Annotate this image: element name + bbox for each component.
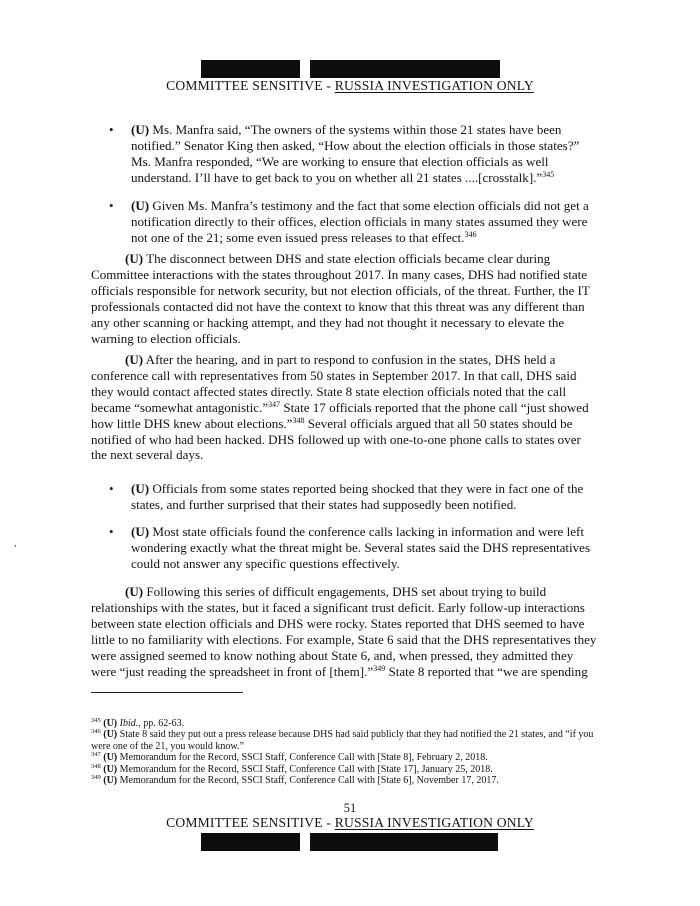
paragraph-text: Following this series of difficult engagements, DHS set about trying to build relationships with the states, but it faced a significant trust deficit. Early follow-up interactions between state election officials and DHS were rocky. States reported that DHS seemed to have little to no familiarity with elections. For example, State 6 said that the DHS representatives they were assigned seemed to know nothing about State 6, and, when pressed, they admitted they were “just reading the spreadsheet in front of [them].” <box>91 584 597 679</box>
footnote-346 <box>91 729 606 752</box>
footnote-number: 347 <box>91 751 101 759</box>
footnote-ref: 348 <box>292 415 305 425</box>
body-paragraph-3 <box>91 584 599 679</box>
bullet-item-4 <box>109 524 599 572</box>
bullet-glyph: • <box>109 524 114 539</box>
classification-label: (U) <box>131 122 150 137</box>
bullet-glyph: • <box>109 481 114 496</box>
bullet-glyph: • <box>109 122 114 137</box>
bullet-text: Most state officials found the conference calls lacking in information and were left wondering exactly what the threat might be. Several states said the DHS representatives could not answer any specific questions effectively. <box>131 524 591 571</box>
footnote-347 <box>91 752 606 763</box>
header-banner-plain: COMMITTEE SENSITIVE - <box>166 78 335 93</box>
classification-label: (U) <box>103 729 118 741</box>
footnote-ref: 346 <box>464 229 477 239</box>
classification-label: (U) <box>131 198 150 213</box>
footer-banner-plain: COMMITTEE SENSITIVE - <box>166 815 335 830</box>
paragraph-text: The disconnect between DHS and state election officials became clear during Committee interactions with the states throughout 2017. In many cases, DHS had notified state officials responsible for network security, but not election officials, of the threat. Further, the IT professionals contacted did not have the context to know that this threat was any different than any other scanning or hacking attempt, and they had not thought it necessary to elevate the warning to election officials. <box>91 251 590 346</box>
bullet-item-3 <box>109 481 599 513</box>
classification-label: (U) <box>103 718 118 729</box>
footnote-ref: 345 <box>542 169 555 179</box>
footnote-number: 345 <box>91 717 101 724</box>
classification-label: (U) <box>125 584 144 599</box>
header-banner-underlined: RUSSIA INVESTIGATION ONLY <box>334 78 534 93</box>
footnote-text: , pp. 62-63. <box>138 718 185 729</box>
page-number: 51 <box>343 801 357 815</box>
footnote-text: Memorandum for the Record, SSCI Staff, Conference Call with [State 6], November 17, 2017. <box>117 775 499 787</box>
classification-label: (U) <box>103 763 118 775</box>
footnote-text: Memorandum for the Record, SSCI Staff, Conference Call with [State 8], February 2, 2018. <box>117 752 488 764</box>
footnote-text: Memorandum for the Record, SSCI Staff, Conference Call with [State 17], January 25, 2018. <box>117 763 493 775</box>
footer-banner-underlined: RUSSIA INVESTIGATION ONLY <box>334 815 534 830</box>
classification-label: (U) <box>103 752 118 764</box>
footnote-separator <box>91 692 243 693</box>
classification-label: (U) <box>125 352 144 367</box>
footnotes <box>91 718 606 786</box>
footer-classification-banner <box>0 815 700 831</box>
classification-label: (U) <box>131 481 150 496</box>
footnote-text: State 8 said they put out a press release because DHS had said publicly that they had notified the 21 states, and “if you were one of the 21, you would know.” <box>91 729 594 752</box>
classification-label: (U) <box>131 524 150 539</box>
bullet-item-2 <box>109 198 599 246</box>
footnote-number: 346 <box>91 728 101 736</box>
bullet-text: Officials from some states reported being shocked that they were in fact one of the states, and further surprised that their states had supposedly been notified. <box>131 481 584 512</box>
footnote-ref: 349 <box>373 663 386 673</box>
footnote-349 <box>91 775 606 786</box>
paragraph-text: Several officials argued that all 50 states should be notified of who had been hacked. DHS followed up with one-to-one phone calls to states over the next several days. <box>91 415 581 463</box>
footnote-ref: 347 <box>268 399 281 409</box>
header-classification-banner <box>0 78 700 94</box>
classification-label: (U) <box>125 251 144 266</box>
body-paragraph-1 <box>91 251 599 346</box>
footnote-number: 349 <box>91 774 101 782</box>
header-redaction-left <box>201 60 300 78</box>
bullet-text: Given Ms. Manfra’s testimony and the fact that some election officials did not get a notification directly to their offices, election officials in many states assumed they were not one of the 21; some even issued press releases to that effect. <box>131 198 589 245</box>
footnote-345 <box>91 718 606 729</box>
paragraph-text: After the hearing, and in part to respond to confusion in the states, DHS held a conference call with representatives from 50 states in September 2017. In that call, DHS said they would contact affected states directly. State 8 state election officials noted that the call became “somewhat antagonistic.” <box>91 352 577 415</box>
bullet-item-1 <box>109 122 599 186</box>
footnote-number: 348 <box>91 762 101 770</box>
footnote-italic: Ibid. <box>119 718 139 729</box>
bullet-text: Ms. Manfra said, “The owners of the systems within those 21 states have been notified.” Senator King then asked, “How about the election officials in those states?” Ms. Manfra responded, “We are working to ensure that election officials as well understand. I’ll have to get back to you on whether all 21 states ....[crosstalk].” <box>131 122 580 185</box>
scan-mark: , <box>14 537 17 549</box>
footer-redaction-left <box>201 833 300 851</box>
footnote-348 <box>91 764 606 775</box>
paragraph-text: State 17 officials reported that the phone call “just showed how little DHS knew about elections.” <box>91 399 589 431</box>
classification-label: (U) <box>103 775 118 787</box>
bullet-glyph: • <box>109 198 114 213</box>
paragraph-text: State 8 reported that “we are spending <box>385 663 588 679</box>
body-paragraph-2 <box>91 352 599 463</box>
header-redaction-right <box>310 60 500 78</box>
footer-redaction-right <box>310 833 498 851</box>
